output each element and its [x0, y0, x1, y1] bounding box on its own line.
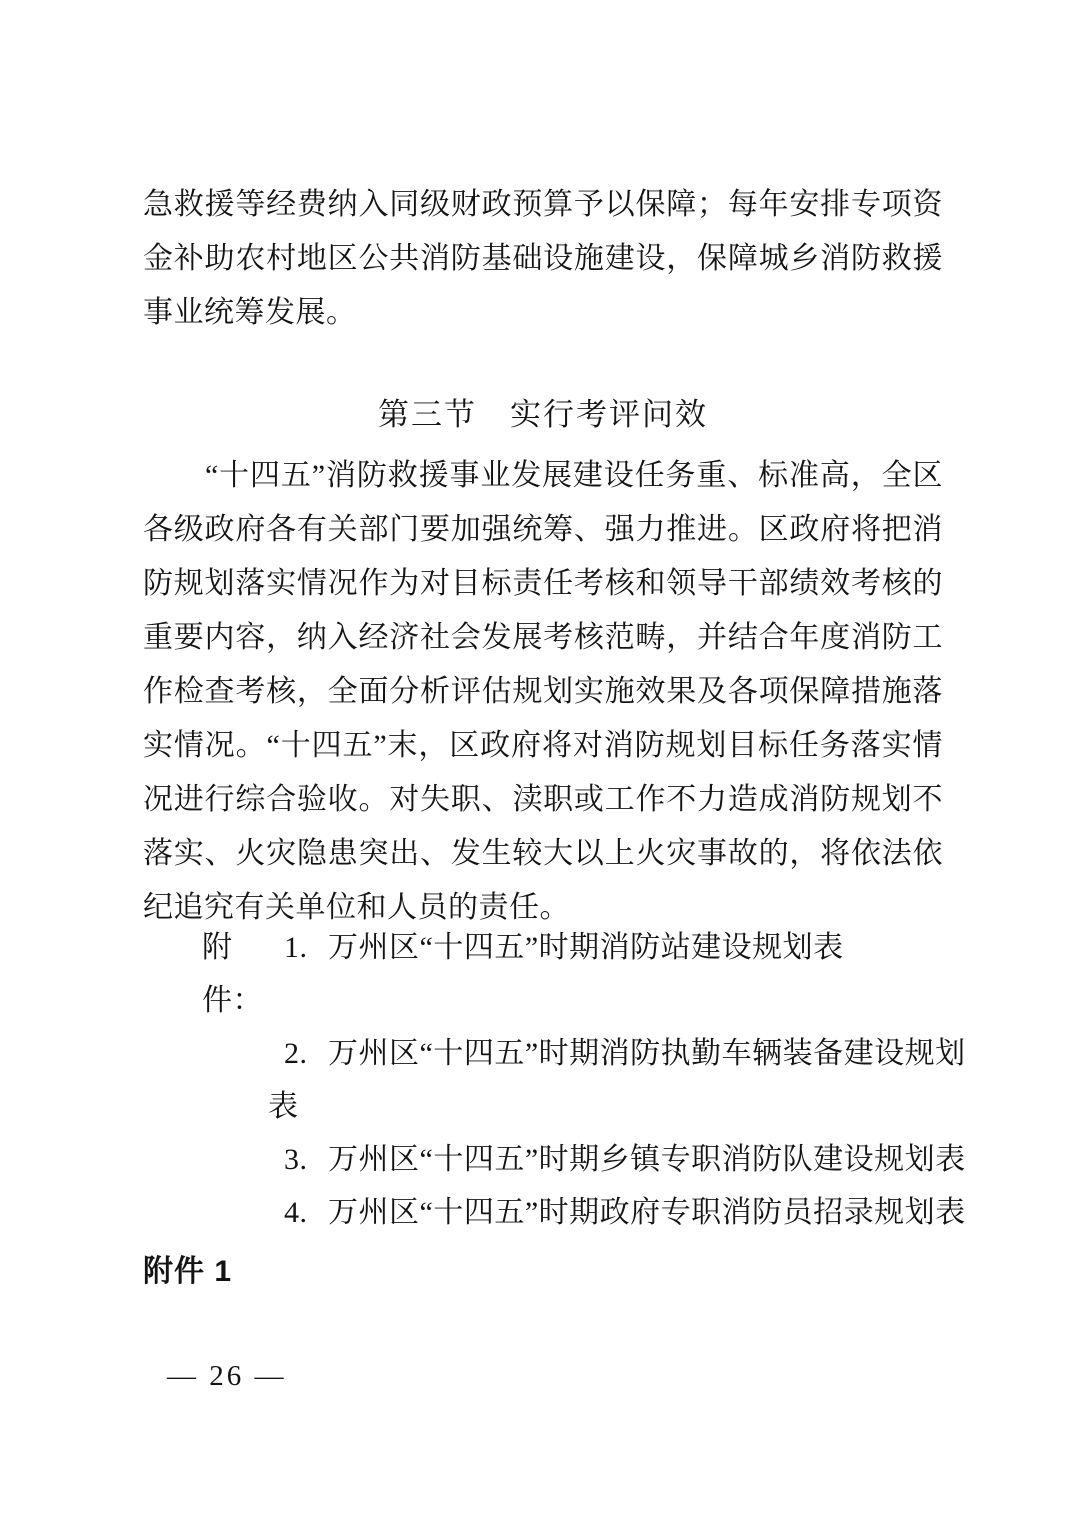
attachment-row-2-wrap: [143, 1080, 1023, 1133]
attachment-2-title-wrap: 表: [268, 1090, 299, 1123]
attachment-4-title: 万州区“十四五”时期政府专职消防员招录规划表: [328, 1196, 966, 1229]
attachment-1-number: 1.: [284, 931, 308, 964]
attachments-label: 附件：: [202, 931, 263, 1017]
body-paragraph: “十四五”消防救援事业发展建设任务重、标准高，全区各级政府各有关部门要加强统筹、强力推进。区政府将把消防规划落实情况作为对目标责任考核和领导干部绩效考核的重要内容，纳入经济社会发展考核范畴，并结合年度消防工作检查考核，全面分析评估规划实施效果及各项保障措施落实情况。“十四五”末，区政府将对消防规划目标任务落实情况进行综合验收。对失职、渎职或工作不力造成消防规划不落实、火灾隐患突出、发生较大以上火灾事故的，将依法依纪追究有关单位和人员的责任。: [143, 459, 943, 924]
attachment-row-1: [143, 921, 1023, 1027]
attachment-3-number: 3.: [284, 1143, 308, 1176]
attachment-row-3: [143, 1133, 1023, 1186]
attachment-1-title: 万州区“十四五”时期消防站建设规划表: [328, 931, 844, 964]
paragraph-continuation: 急救援等经费纳入同级财政预算予以保障；每年安排专项资金补助农村地区公共消防基础设施建设，保障城乡消防救援事业统筹发展。: [143, 188, 943, 329]
attachment-3-title: 万州区“十四五”时期乡镇专职消防队建设规划表: [328, 1143, 966, 1176]
appendix-heading: 附件 1: [143, 1255, 233, 1288]
page-number: — 26 —: [167, 1360, 287, 1392]
attachment-2-title: 万州区“十四五”时期消防执勤车辆装备建设规划: [328, 1037, 966, 1070]
attachment-2-number: 2.: [284, 1037, 308, 1070]
attachment-row-2: [143, 1027, 1023, 1080]
attachment-4-number: 4.: [284, 1196, 308, 1229]
attachments-list: [143, 921, 1023, 1239]
attachment-row-4: [143, 1186, 1023, 1239]
section-heading: 第三节 实行考评问效: [378, 397, 708, 432]
